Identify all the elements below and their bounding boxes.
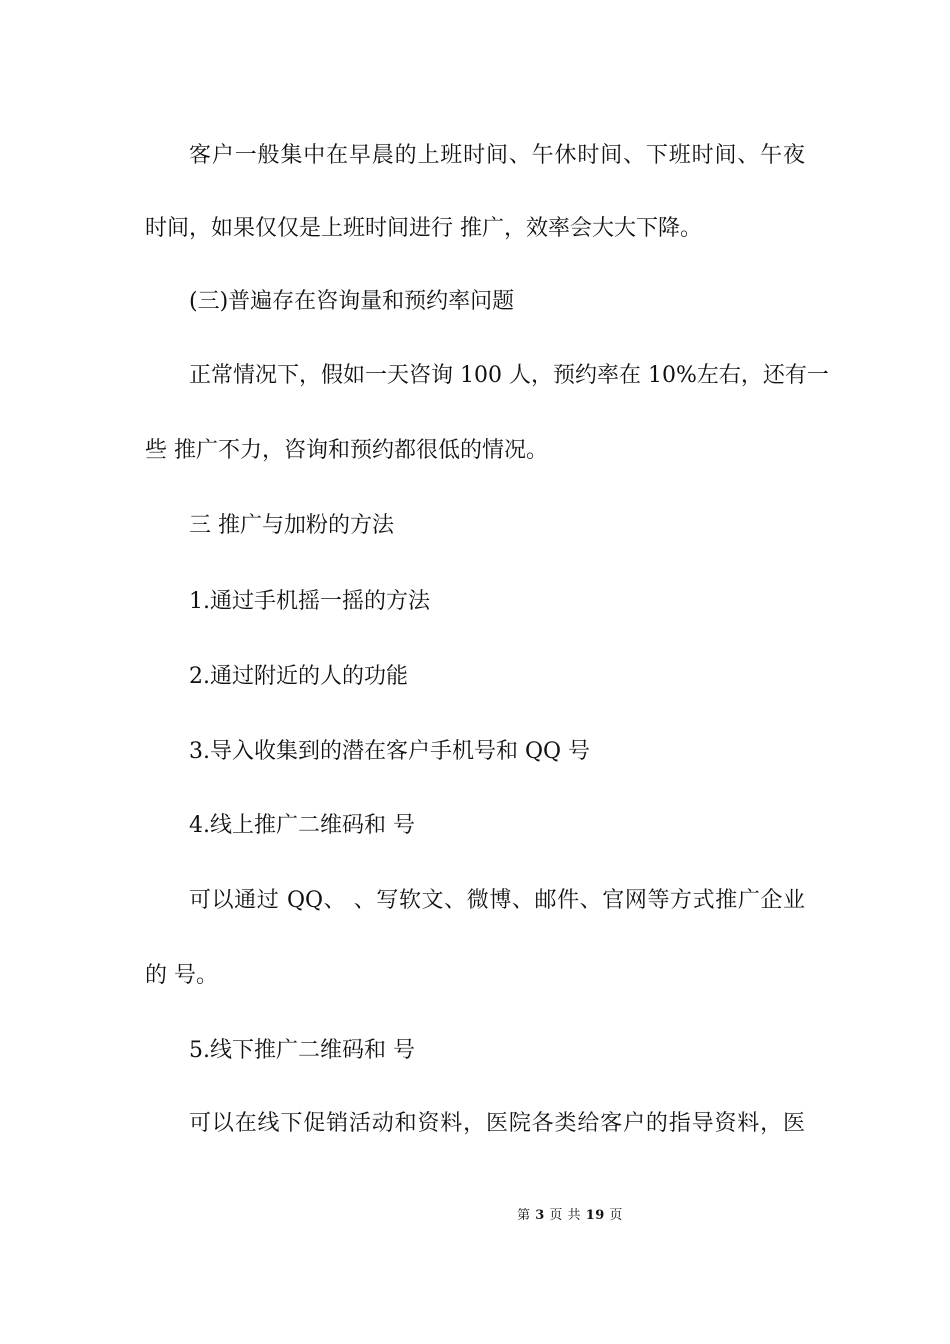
list-item-4: 4.线上推广二维码和 号 xyxy=(189,813,415,838)
page-footer xyxy=(0,1207,950,1225)
paragraph-line-online-1: 可以通过 QQ、 、写软文、微博、邮件、官网等方式推广企业 xyxy=(189,888,805,913)
list-item-5: 5.线下推广二维码和 号 xyxy=(189,1038,415,1063)
paragraph-line-online-2: 的 号。 xyxy=(145,963,218,988)
footer-prefix: 第 xyxy=(517,1208,531,1223)
footer-middle: 页 共 xyxy=(549,1208,582,1223)
paragraph-line-5: 些 推广不力，咨询和预约都很低的情况。 xyxy=(145,438,548,463)
paragraph-line-1: 客户一般集中在早晨的上班时间、午休时间、下班时间、午夜 xyxy=(189,143,805,168)
footer-total-pages: 19 xyxy=(585,1208,605,1223)
footer-suffix: 页 xyxy=(609,1208,623,1223)
list-item-2: 2.通过附近的人的功能 xyxy=(189,664,408,689)
list-item-1: 1.通过手机摇一摇的方法 xyxy=(189,589,430,614)
paragraph-line-offline-1: 可以在线下促销活动和资料，医院各类给客户的指导资料，医 xyxy=(189,1111,805,1136)
section-heading-method: 三 推广与加粉的方法 xyxy=(189,513,394,538)
section-heading-3: (三)普遍存在咨询量和预约率问题 xyxy=(189,289,515,314)
footer-current-page: 3 xyxy=(535,1208,545,1223)
paragraph-line-2: 时间，如果仅仅是上班时间进行 推广，效率会大大下降。 xyxy=(145,216,702,241)
paragraph-line-4: 正常情况下，假如一天咨询 100 人，预约率在 10%左右，还有一 xyxy=(189,363,829,388)
list-item-3: 3.导入收集到的潜在客户手机号和 QQ 号 xyxy=(189,739,591,764)
